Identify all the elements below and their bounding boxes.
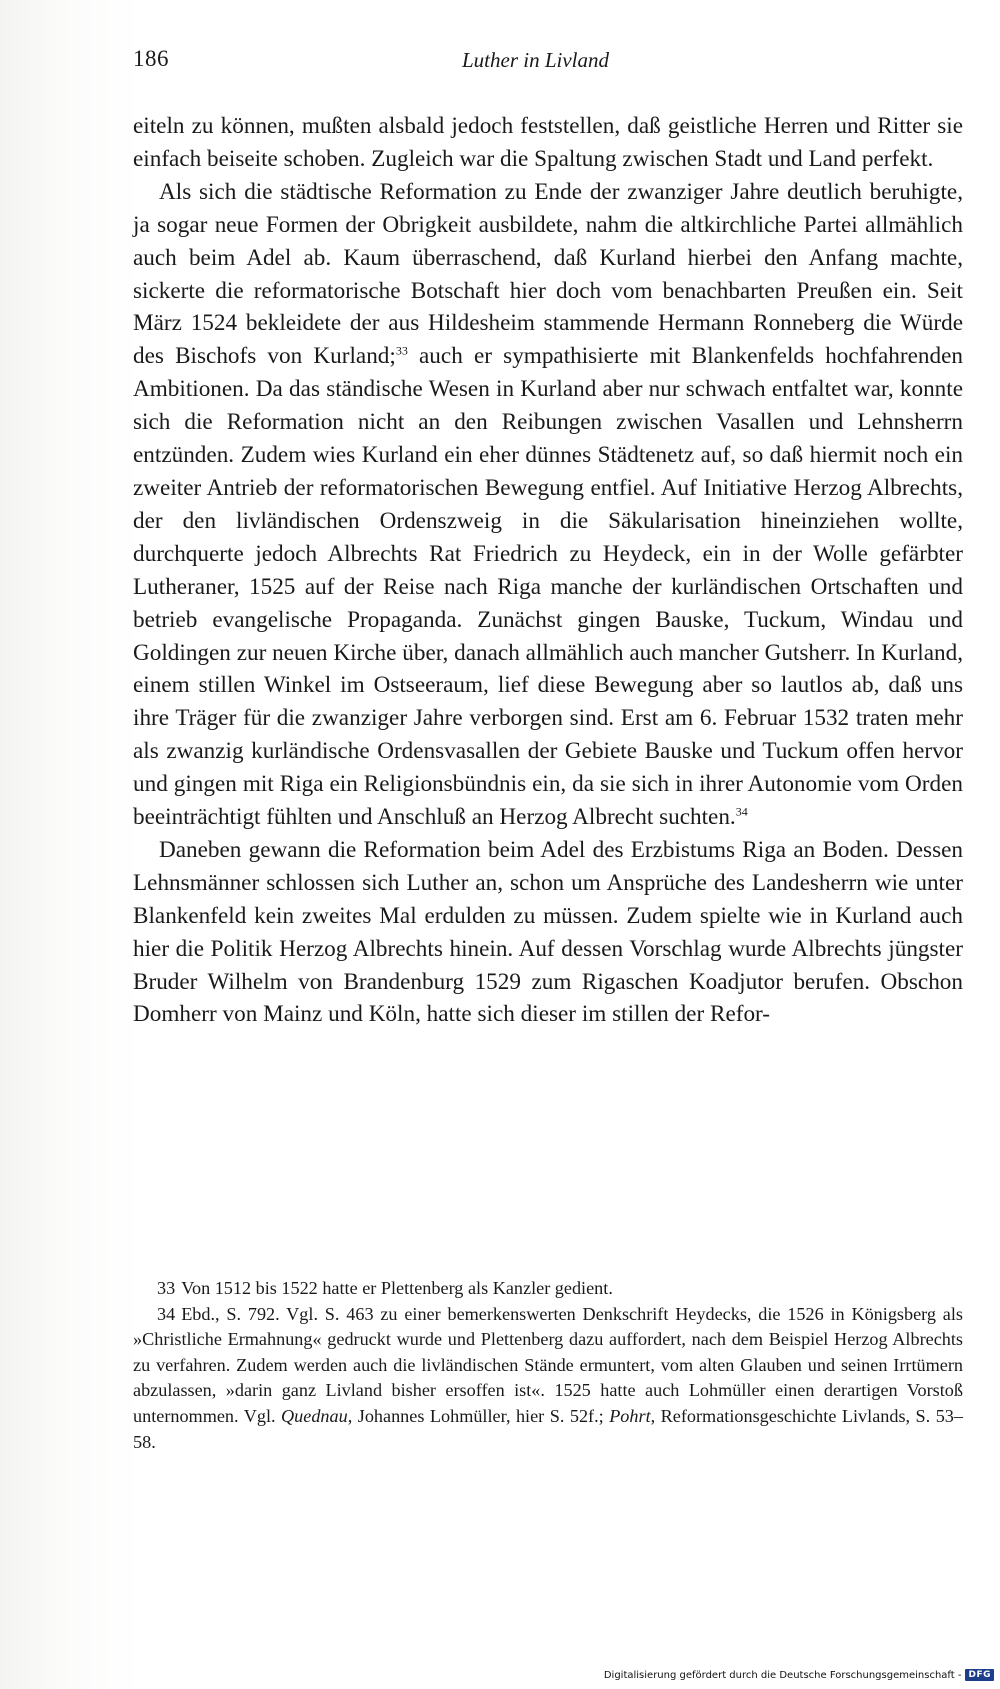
footnote-ref-34: 34: [735, 804, 748, 819]
page-number: 186: [133, 46, 169, 71]
footnote-34-author-pohrt: Pohrt: [609, 1405, 651, 1426]
digitization-notice: Digitalisierung gefördert durch die Deutsche Forschungsgemeinschaft -: [603, 1669, 962, 1681]
footnote-33: [133, 1276, 963, 1302]
dfg-logo-icon: DFG: [965, 1669, 994, 1681]
page-header: [133, 46, 955, 80]
footnote-34-text-c: , Reformationsgeschichte Livlands, S. 53–58.: [133, 1405, 963, 1452]
footnote-34-number: 34: [157, 1303, 176, 1324]
footnote-34: [133, 1302, 963, 1456]
footnote-34-author-quednau: Quednau: [281, 1405, 348, 1426]
main-text: [133, 110, 963, 1031]
running-title: Luther in Livland: [462, 48, 610, 72]
paragraph-3: Daneben gewann die Reformation beim Adel des Erzbistums Riga an Boden. Dessen Lehnsmänner schlossen sich Luther an, schon um Ansprüche des Landesherrn wie unter Blankenfeld kein zweites Mal erdulden zu müssen. Zudem spielte wie in Kurland auch hier die Politik Herzog Albrechts hinein. Auf dessen Vorschlag wurde Albrechts jüngster Bruder Wilhelm von Brandenburg 1529 zum Rigaschen Koadjutor berufen. Obschon Domherr von Mainz und Köln, hatte sich dieser im stillen der Refor-: [133, 836, 963, 1028]
footnotes: [133, 1276, 963, 1455]
digitization-footer: [604, 1667, 994, 1683]
footnote-34-text-a: Ebd., S. 792. Vgl. S. 463 zu einer bemerkenswerten Denkschrift Heydecks, die 1526 in Königsberg als »Christliche Ermahnung« gedruckt wurde und Plettenberg dazu auffordert, nach dem Beispiel Herzog Albrechts zu verfahren. Zudem werden auch die livländischen Stände ermuntert, vom alten Glauben und seinen Irrtümern abzulassen, »darin ganz Livland bisher ersoffen ist«. 1525 hatte auch Lohmüller einen derartigen Vorstoß unternommen. Vgl.: [133, 1303, 963, 1426]
footnote-34-text-b: , Johannes Lohmüller, hier S. 52f.;: [347, 1405, 610, 1426]
footnote-33-text: Von 1512 bis 1522 hatte er Plettenberg als Kanzler gedient.: [181, 1278, 613, 1298]
paragraph-2: [133, 176, 963, 834]
footnote-ref-33: 33: [395, 343, 408, 358]
paragraph-2-text-b: auch er sympathisierte mit Blankenfelds hochfahrenden Ambitionen. Da das ständische Wesen in Kurland aber nur schwach entfaltet war, konnte sich die Reformation nicht an den Reibungen zwischen Vasallen und Lehnsherrn entzünden. Zudem wies Kurland ein eher dünnes Städtenetz auf, so daß hiermit noch ein zweiter Antrieb der reformatorischen Bewegung entfiel. Auf Initiative Herzog Albrechts, der den livländischen Ordenszweig in die Säkularisation hineinziehen wollte, durchquerte jedoch Albrechts Rat Friedrich zu Heydeck, ein in der Wolle gefärbter Lutheraner, 1525 auf der Reise nach Riga manche der kurländischen Ortschaften und betrieb evangelische Propaganda. Zunächst gingen Bauske, Tuckum, Windau und Goldingen zur neuen Kirche über, danach allmählich auch mancher Gutsherr. In Kurland, einem stillen Winkel im Ostseeraum, lief diese Bewegung aber so lautlos ab, daß uns ihre Träger für die zwanziger Jahre verborgen sind. Erst am 6. Februar 1532 traten mehr als zwanzig kurländische Ordensvasallen der Gebiete Bauske und Tuckum offen hervor und gingen mit Riga ein Religionsbündnis ein, da sie sich in ihrer Autonomie vom Orden beeinträchtigt fühlten und Anschluß an Herzog Albrecht suchten.: [133, 343, 963, 831]
paragraph-1: eiteln zu können, mußten alsbald jedoch feststellen, daß geistliche Herren und Ritter sie einfach beiseite schoben. Zugleich war die Spaltung zwischen Stadt und Land perfekt.: [133, 113, 963, 172]
paragraph-2-text-a: Als sich die städtische Reformation zu Ende der zwanziger Jahre deutlich beruhigte, ja sogar neue Formen der Obrigkeit ausbildete, nahm die altkirchliche Partei allmählich auch beim Adel ab. Kaum überraschend, daß Kurland hierbei den Anfang machte, sickerte die reformatorische Botschaft hier doch vom benachbarten Preußen ein. Seit März 1524 bekleidete der aus Hildesheim stammende Hermann Ronneberg die Würde des Bischofs von Kurland;: [133, 178, 963, 370]
footnote-33-number: 33: [157, 1278, 176, 1298]
